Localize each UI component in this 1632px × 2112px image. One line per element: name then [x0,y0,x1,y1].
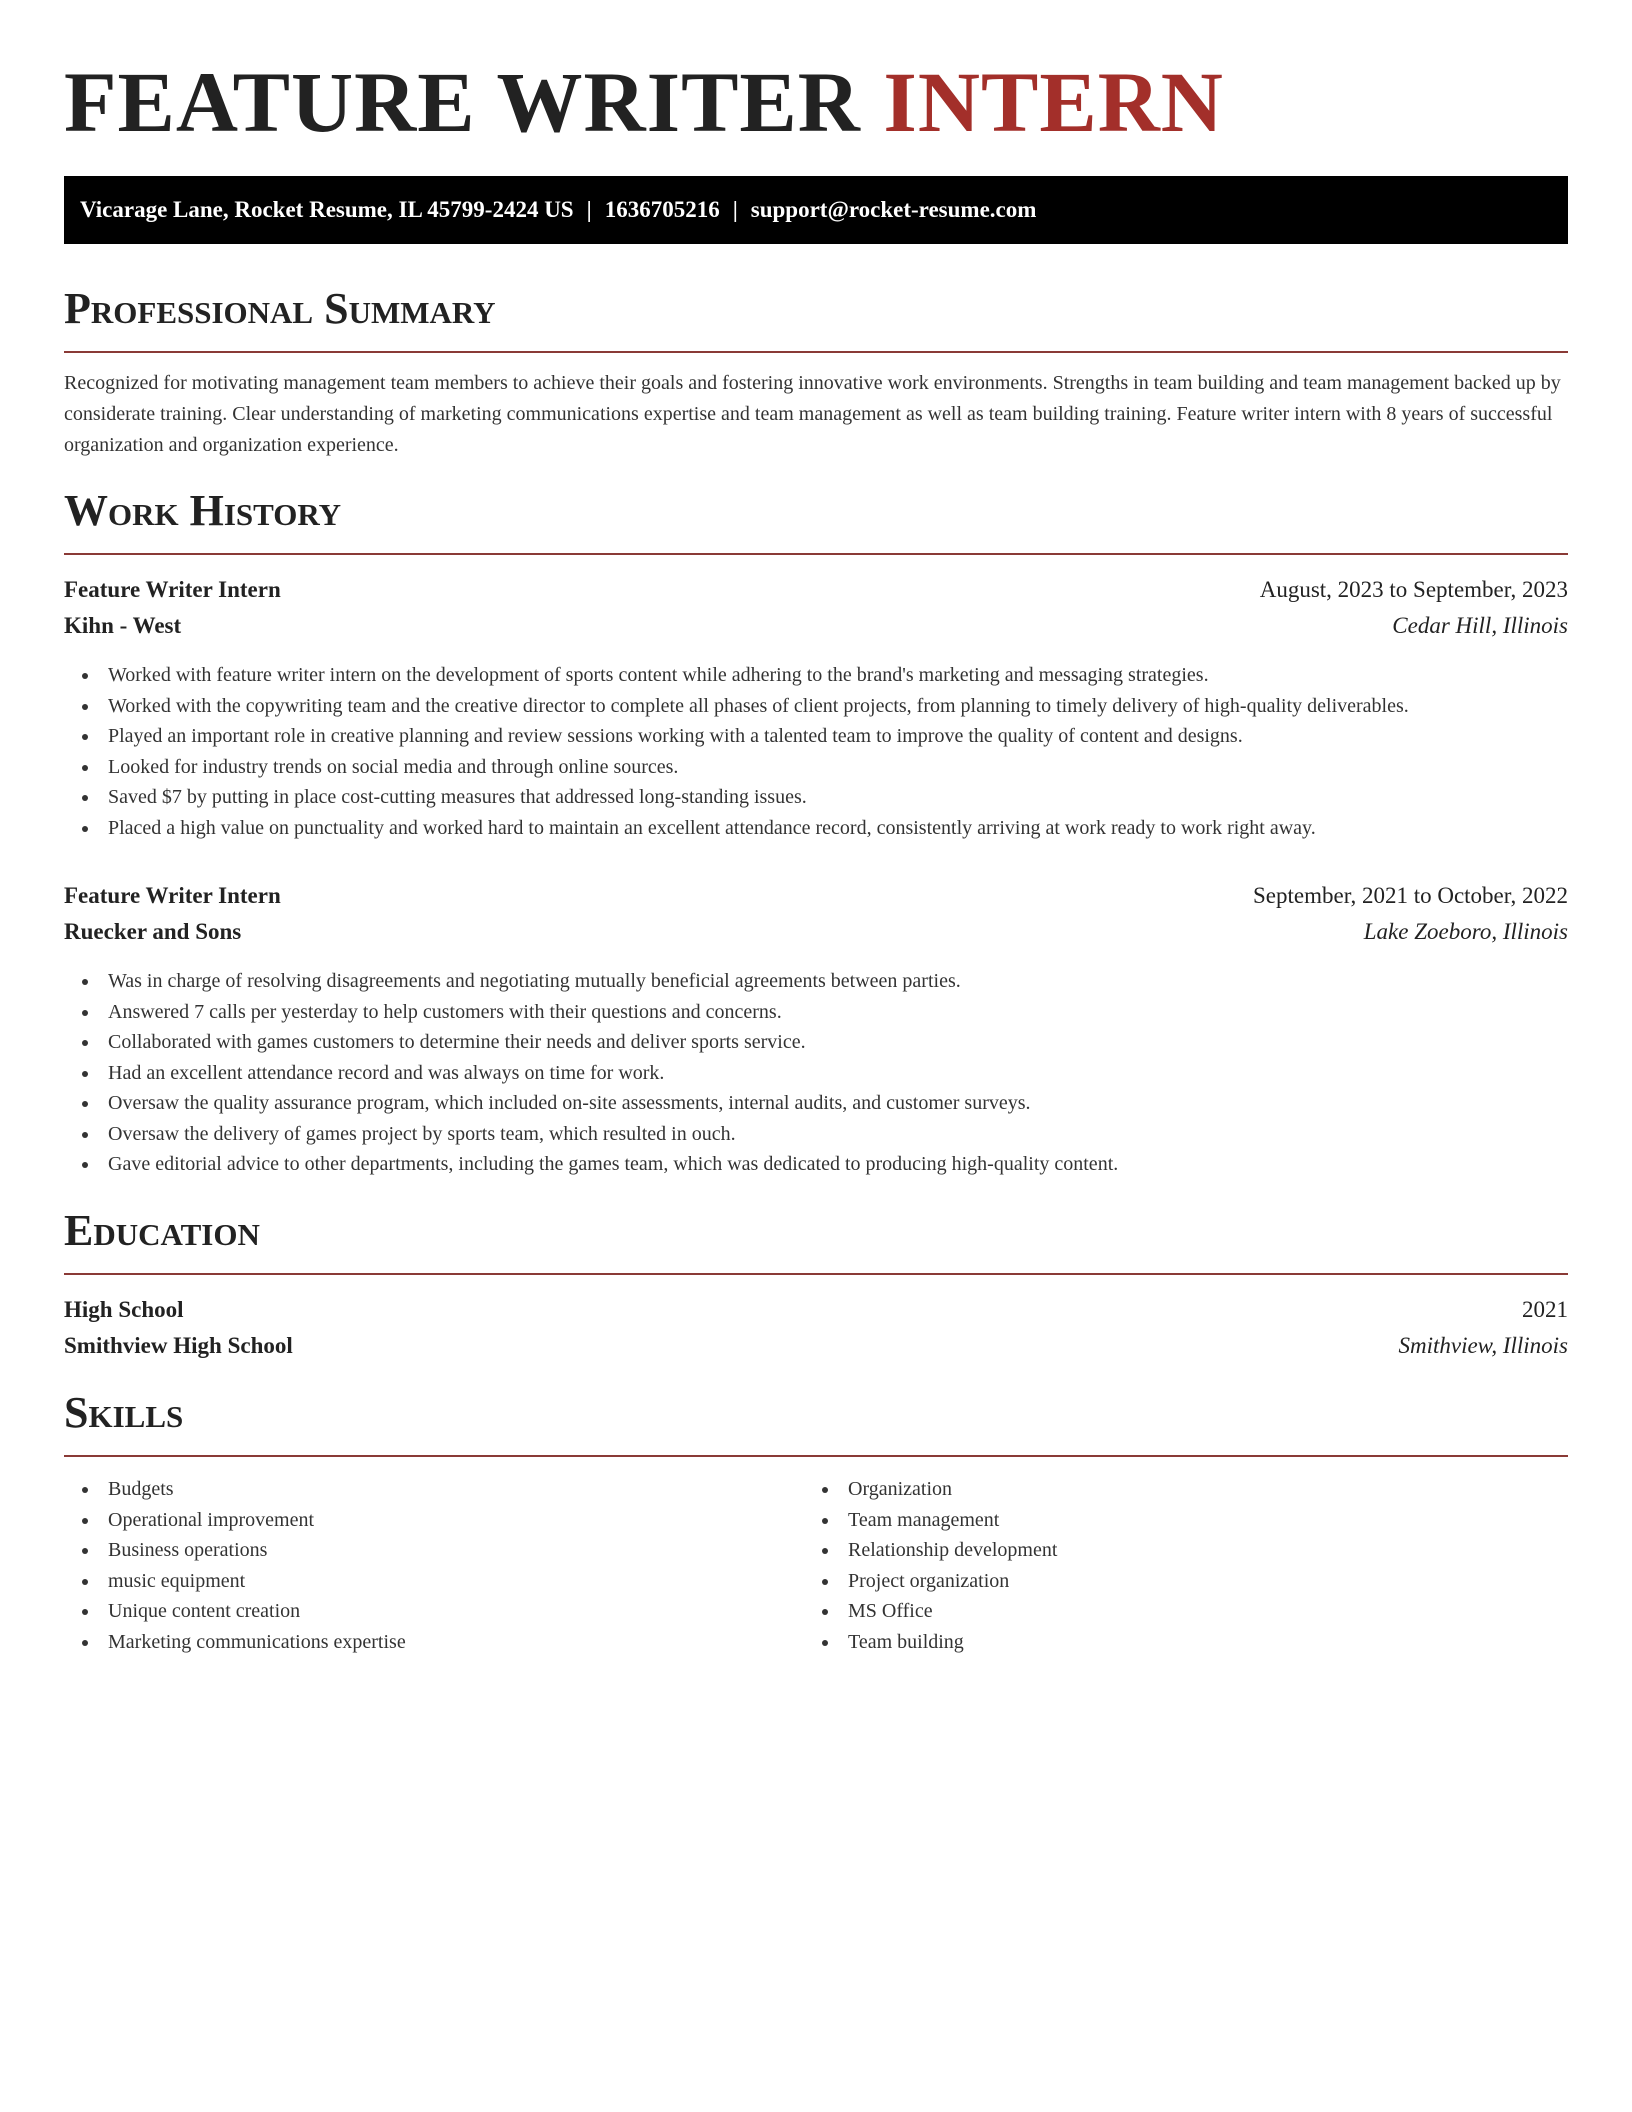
summary-heading: Professional Summary [64,284,496,333]
skill-item: Team management [804,1505,1057,1536]
skill-item: Business operations [64,1535,406,1566]
job-location: Lake Zoeboro, Illinois [1363,919,1568,944]
contact-bar [64,176,1568,244]
job-bullets [64,966,1118,1180]
education-degree: High School [64,1297,184,1322]
job-dates: August, 2023 to September, 2023 [1259,577,1568,602]
skill-item: Team building [804,1627,1057,1658]
list-item: Had an excellent attendance record and was always on time for work. [64,1058,1118,1089]
job-company-row [64,608,1568,644]
section-divider [64,1273,1568,1275]
list-item: Oversaw the delivery of games project by sports team, which resulted in ouch. [64,1119,1118,1150]
education-school-row [64,1328,1568,1364]
education-location: Smithview, Illinois [1398,1333,1568,1358]
education-school: Smithview High School [64,1333,293,1358]
contact-separator: | [732,197,738,222]
list-item: Looked for industry trends on social media and through online sources. [64,752,1409,783]
job-title-row [64,878,1568,914]
job-title: Feature Writer Intern [64,883,281,908]
skill-item: Unique content creation [64,1596,406,1627]
section-divider [64,1455,1568,1457]
contact-address: Vicarage Lane, Rocket Resume, IL 45799-2424 US [80,197,574,222]
job-location: Cedar Hill, Illinois [1392,613,1568,638]
title-accent: INTERN [883,54,1224,150]
skills-heading: Skills [64,1388,184,1437]
summary-text: Recognized for motivating management team members to achieve their goals and fostering innovative work environments. Strengths in team building and team management backed up by considerate training. Clear understanding of marketing communications expertise and team management as well as team building training. Feature writer intern with 8 years of successful organization and organization experience. [64,372,1561,456]
list-item: Placed a high value on punctuality and worked hard to maintain an excellent attendance record, consistently arriving at work ready to work right away. [64,813,1409,844]
skill-item: Budgets [64,1474,406,1505]
list-item: Collaborated with games customers to determine their needs and deliver sports service. [64,1027,1118,1058]
list-item: Worked with feature writer intern on the development of sports content while adhering to the brand's marketing and messaging strategies. [64,660,1409,691]
skill-item: MS Office [804,1596,1057,1627]
list-item: Saved $7 by putting in place cost-cutting measures that addressed long-standing issues. [64,782,1409,813]
job-bullets [64,660,1409,843]
contact-email[interactable]: support@rocket-resume.com [750,197,1037,222]
job-title-row [64,572,1568,608]
skill-item: Organization [804,1474,1057,1505]
list-item: Gave editorial advice to other departments, including the games team, which was dedicated to producing high-quality content. [64,1149,1118,1180]
list-item: Was in charge of resolving disagreements and negotiating mutually beneficial agreements between parties. [64,966,1118,997]
section-divider [64,351,1568,353]
skill-item: music equipment [64,1566,406,1597]
skills-list-left [64,1474,406,1657]
resume-title [64,52,1224,152]
job-company: Ruecker and Sons [64,919,242,944]
contact-separator: | [586,197,592,222]
contact-phone: 1636705216 [604,197,720,222]
job-company-row [64,914,1568,950]
skill-item: Relationship development [804,1535,1057,1566]
education-heading: Education [64,1206,260,1255]
skill-item: Project organization [804,1566,1057,1597]
job-dates: September, 2021 to October, 2022 [1253,883,1568,908]
job-company: Kihn - West [64,613,182,638]
section-divider [64,553,1568,555]
list-item: Worked with the copywriting team and the creative director to complete all phases of client projects, from planning to timely delivery of high-quality deliverables. [64,691,1409,722]
list-item: Oversaw the quality assurance program, which included on-site assessments, internal audits, and customer surveys. [64,1088,1118,1119]
list-item: Played an important role in creative planning and review sessions working with a talented team to improve the quality of content and designs. [64,721,1409,752]
education-degree-row [64,1292,1568,1328]
job-title: Feature Writer Intern [64,577,281,602]
title-main: FEATURE WRITER [64,54,884,150]
skill-item: Marketing communications expertise [64,1627,406,1658]
education-year: 2021 [1522,1297,1568,1322]
skill-item: Operational improvement [64,1505,406,1536]
list-item: Answered 7 calls per yesterday to help customers with their questions and concerns. [64,997,1118,1028]
work-history-heading: Work History [64,486,342,535]
skills-list-right [804,1474,1057,1657]
